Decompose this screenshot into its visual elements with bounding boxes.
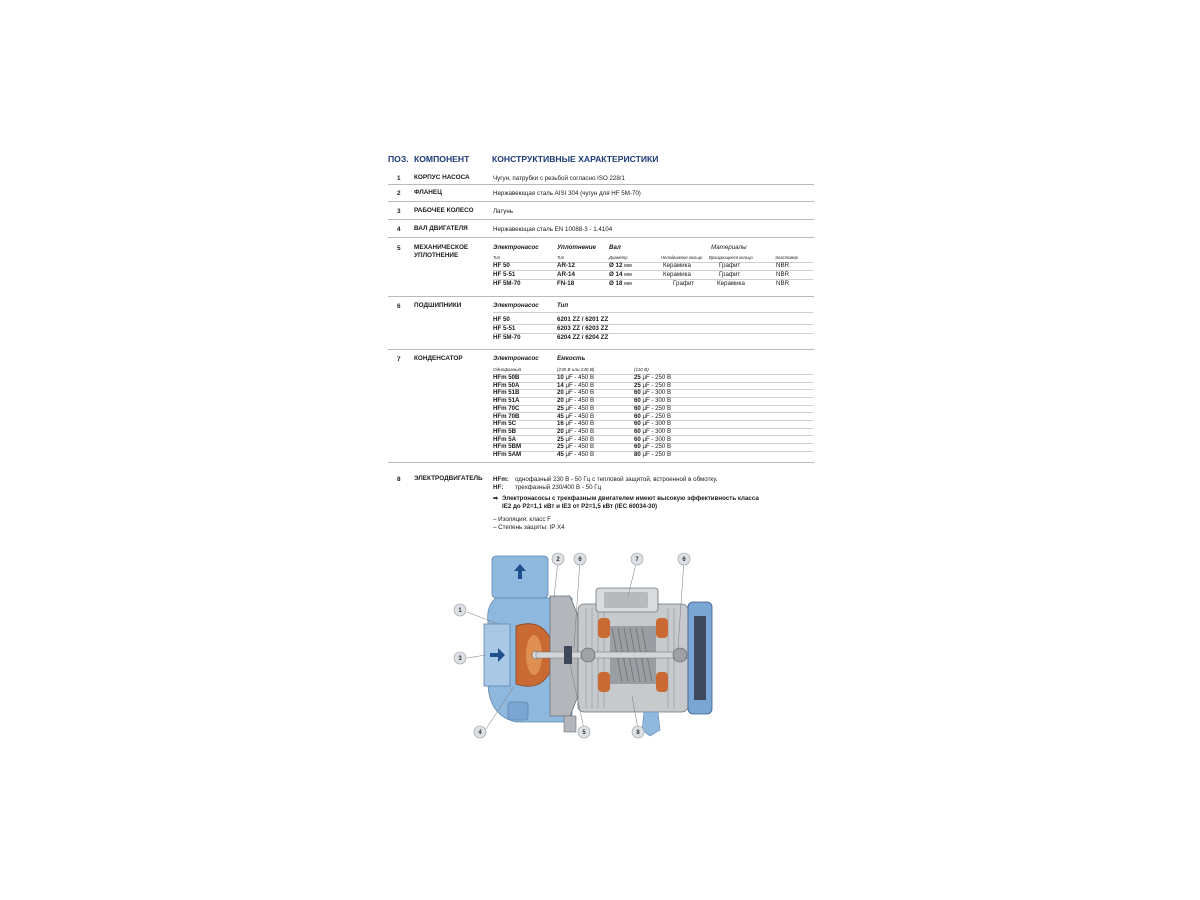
capacitor-230v: 45 μF - 450 В	[557, 451, 595, 458]
motor-efficiency-note-2: IE2 до P2=1,1 кВт и IE3 от P2=1,5 кВт (IEC 60034-30)	[502, 503, 658, 510]
capacitor-110v: 60 μF - 300 В	[634, 435, 672, 443]
capacitor-110v: 60 μF - 300 В	[634, 389, 672, 397]
row-impeller	[388, 202, 814, 220]
bearing-rear	[673, 648, 687, 662]
row-component: РАБОЧЕЕ КОЛЕСО	[414, 207, 474, 214]
table-row: HF 5-51 6203 ZZ / 6203 ZZ	[493, 325, 813, 334]
capacitor-110v: 25 μF - 250 В	[634, 381, 672, 389]
row-num: 7	[397, 356, 401, 363]
callout	[632, 726, 644, 738]
svg-text:8: 8	[636, 730, 640, 736]
row-motor-shaft	[388, 220, 814, 238]
header-characteristics: КОНСТРУКТИВНЫЕ ХАРАКТЕРИСТИКИ	[492, 154, 659, 164]
row-component: КОНДЕНСАТОР	[414, 355, 463, 362]
svg-text:6: 6	[578, 557, 582, 563]
svg-text:4: 4	[478, 730, 482, 736]
table-row: HF 5-51 AR-14 Ø 14 мм Керамика Графит NBR	[493, 271, 813, 280]
row-capacitor	[388, 350, 814, 463]
callout	[454, 604, 466, 616]
capacitor-110v: 60 μF - 300 В	[634, 397, 672, 405]
row-num: 6	[397, 303, 401, 310]
capacitor-model: HFm 70B	[493, 412, 520, 420]
capacitor-model: HFm 5AM	[493, 451, 522, 458]
capacitor-230v: 14 μF - 450 В	[557, 381, 595, 389]
row-electric-motor	[388, 463, 814, 533]
capacitor-model: HFm 51B	[493, 389, 520, 397]
callout	[578, 726, 590, 738]
seal-subheadings: Тип Тип Диаметр Неподвижное кольцо Вращающееся кольцо Эластомер	[493, 253, 813, 263]
row-component: ЭЛЕКТРОДВИГАТЕЛЬ	[414, 475, 483, 482]
svg-text:6: 6	[682, 557, 686, 563]
row-description: Чугун, патрубки с резьбой согласно ISO 228/1	[493, 175, 625, 182]
mechanical-seal	[564, 646, 572, 664]
row-num: 4	[397, 226, 401, 233]
capacitor-subheadings: Однофазный (230 В или 240 В) (110 В)	[493, 365, 813, 375]
capacitor-110v: 60 μF - 300 В	[634, 427, 672, 435]
capacitor-230v: 20 μF - 450 В	[557, 427, 595, 435]
table-row: HF 5M-70 6204 ZZ / 6204 ZZ	[493, 334, 609, 341]
capacitor-model: HFm 5A	[493, 435, 517, 443]
motor-hfm: HFm: однофазный 230 В - 50 Гц с тепловой защитой, встроенной в обмотку.	[493, 476, 718, 483]
row-description: Нержавеющая сталь AISI 304 (чугун для HF 5M-70)	[493, 190, 641, 197]
capacitor-230v: 25 μF - 450 В	[557, 404, 595, 412]
callout	[574, 553, 586, 565]
row-component: КОРПУС НАСОСА	[414, 174, 470, 181]
capacitor-110v: 60 μF - 250 В	[634, 404, 672, 412]
row-num: 2	[397, 190, 401, 197]
svg-text:5: 5	[582, 730, 586, 736]
row-pump-body	[388, 166, 814, 185]
capacitor-model: HFm 50B	[493, 374, 520, 381]
svg-text:3: 3	[458, 656, 462, 662]
callout	[678, 553, 690, 565]
arrow-right-icon: ➡	[493, 496, 499, 502]
callout	[631, 553, 643, 565]
capacitor-230v: 20 μF - 450 В	[557, 397, 595, 405]
pump-cutaway-diagram	[446, 546, 746, 746]
capacitor-230v: 20 μF - 450 В	[557, 389, 595, 397]
capacitor-model: HFm 51A	[493, 397, 520, 405]
capacitor-model: HFm 5C	[493, 420, 517, 428]
row-component: ВАЛ ДВИГАТЕЛЯ	[414, 225, 468, 232]
callout	[454, 652, 466, 664]
callout	[474, 726, 486, 738]
header-component: КОМПОНЕНТ	[414, 154, 470, 164]
cooling-fan	[688, 602, 712, 714]
seal-headings: Электронасос Уплотнение Вал Материалы	[493, 244, 747, 251]
capacitor-110v: 60 μF - 250 В	[634, 412, 672, 420]
row-component: МЕХАНИЧЕСКОЕ УПЛОТНЕНИЕ	[414, 244, 469, 259]
capacitor-230v: 16 μF - 450 В	[557, 420, 595, 428]
header-pos: ПОЗ.	[388, 154, 409, 164]
row-num: 3	[397, 208, 401, 215]
motor-protection: – Степень защиты: IP X4	[493, 524, 565, 531]
row-component: ФЛАНЕЦ	[414, 189, 442, 196]
row-num: 8	[397, 476, 401, 483]
row-description: Нержавеющая сталь EN 10088-3 - 1.4104	[493, 226, 613, 233]
capacitor-model: HFm 50A	[493, 381, 520, 389]
capacitor-110v: 25 μF - 250 В	[634, 374, 672, 381]
capacitor-headings: Электронасос Емкость	[493, 355, 586, 362]
table-row	[493, 451, 813, 459]
callout	[552, 553, 564, 565]
table-header	[388, 150, 814, 166]
capacitor-110v: 60 μF - 250 В	[634, 443, 672, 451]
row-num: 1	[397, 175, 401, 182]
row-description: Латунь	[493, 208, 514, 215]
table-row: HF 50 AR-12 Ø 12 мм Керамика Графит NBR	[493, 262, 813, 271]
capacitor-230v: 25 μF - 450 В	[557, 435, 595, 443]
motor-efficiency-note: ➡ Электронасосы с трехфазным двигателем имеют высокую эффективность класса	[493, 495, 759, 502]
row-flange	[388, 185, 814, 202]
row-component: ПОДШИПНИКИ	[414, 302, 462, 309]
capacitor-model: HFm 70C	[493, 404, 520, 412]
bearings-headings: Электронасос Тип	[493, 302, 813, 313]
capacitor-230v: 10 μF - 450 В	[557, 374, 595, 381]
table-row: HF 50 6201 ZZ / 6201 ZZ	[493, 316, 813, 325]
table-row: HF 5M-70 FN-18 Ø 18 мм Графит Керамика NBR	[493, 280, 790, 287]
svg-text:1: 1	[458, 608, 462, 614]
capacitor-230v: 45 μF - 450 В	[557, 412, 595, 420]
spec-sheet	[388, 150, 814, 533]
row-bearings	[388, 297, 814, 350]
capacitor-230v: 25 μF - 450 В	[557, 443, 595, 451]
capacitor-model: HFm 5B	[493, 427, 517, 435]
svg-text:7: 7	[635, 557, 639, 563]
row-mechanical-seal	[388, 238, 814, 297]
motor-hf: HF: трехфазный 230/400 В - 50 Гц	[493, 484, 602, 491]
capacitor-110v: 60 μF - 300 В	[634, 420, 672, 428]
capacitor-model: HFm 5BM	[493, 443, 522, 451]
capacitor-110v: 80 μF - 250 В	[634, 451, 672, 458]
bearing-front	[581, 648, 595, 662]
motor-insulation: – Изоляция: класс F	[493, 516, 551, 523]
row-num: 5	[397, 245, 401, 252]
svg-text:2: 2	[556, 557, 560, 563]
